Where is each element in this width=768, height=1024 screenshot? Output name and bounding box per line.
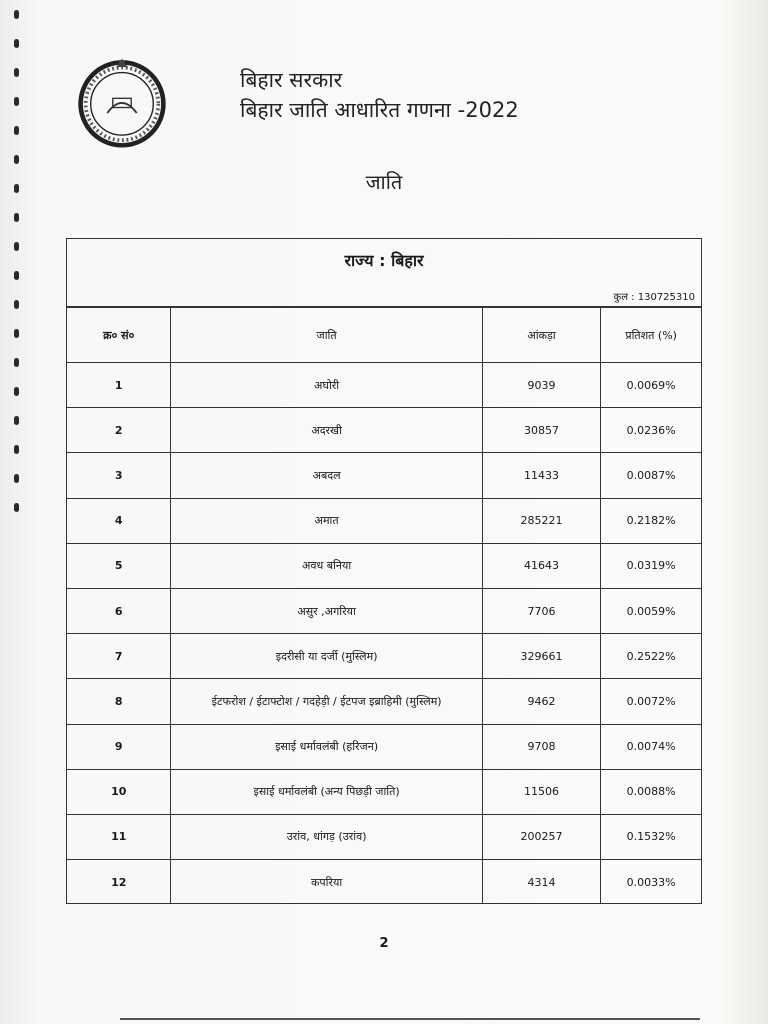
cell-caste: अवध बनिया [171, 543, 482, 588]
binding-hole [14, 39, 19, 48]
cell-count: 9708 [482, 724, 601, 769]
table-header-row [67, 308, 701, 363]
cell-percent: 0.0236% [601, 408, 701, 453]
caste-table-frame [66, 238, 702, 904]
binding-hole [14, 97, 19, 106]
binding-hole [14, 358, 19, 367]
table-row [67, 543, 701, 588]
cell-percent: 0.2522% [601, 634, 701, 679]
table-row [67, 363, 701, 408]
page-number: 2 [379, 936, 389, 951]
table-row [67, 634, 701, 679]
cell-percent: 0.0087% [601, 453, 701, 498]
cell-caste: अघोरी [171, 363, 482, 408]
binding-hole [14, 271, 19, 280]
state-header-cell [67, 239, 701, 307]
table-row [67, 588, 701, 633]
cell-caste: इसाई धर्मावलंबी (अन्य पिछड़ी जाति) [171, 769, 482, 814]
page-bottom-edge [120, 1018, 700, 1020]
header-government: बिहार सरकार [240, 68, 343, 92]
binding-hole [14, 10, 19, 19]
binding-hole [14, 387, 19, 396]
column-header-caste: जाति [171, 308, 482, 363]
cell-caste: असुर ,अगरिया [171, 588, 482, 633]
binding-holes [14, 10, 28, 530]
table-row [67, 814, 701, 859]
cell-count: 9462 [482, 679, 601, 724]
total-label: कुल : 130725310 [613, 292, 695, 303]
cell-count: 11506 [482, 769, 601, 814]
caste-table [67, 307, 701, 904]
cell-serial: 7 [67, 634, 171, 679]
cell-caste: ईटफरोश / ईटाफ्टोश / गदहेड़ी / ईटपज इब्राहिमी (मुस्लिम) [171, 679, 482, 724]
cell-caste: उरांव, धांगड़ (उरांव) [171, 814, 482, 859]
cell-serial: 9 [67, 724, 171, 769]
table-row [67, 453, 701, 498]
cell-caste: अदरखी [171, 408, 482, 453]
cell-count: 41643 [482, 543, 601, 588]
cell-count: 285221 [482, 498, 601, 543]
cell-count: 9039 [482, 363, 601, 408]
binding-hole [14, 68, 19, 77]
header-survey-title: बिहार जाति आधारित गणना -2022 [240, 98, 519, 122]
table-row [67, 860, 701, 905]
cell-serial: 11 [67, 814, 171, 859]
cell-serial: 1 [67, 363, 171, 408]
cell-caste: इदरीसी या दर्जी (मुस्लिम) [171, 634, 482, 679]
cell-serial: 8 [67, 679, 171, 724]
cell-count: 200257 [482, 814, 601, 859]
cell-percent: 0.0319% [601, 543, 701, 588]
cell-serial: 12 [67, 860, 171, 905]
cell-caste: अबदल [171, 453, 482, 498]
cell-percent: 0.0059% [601, 588, 701, 633]
cell-percent: 0.0088% [601, 769, 701, 814]
cell-percent: 0.2182% [601, 498, 701, 543]
binding-hole [14, 474, 19, 483]
column-header-percent: प्रतिशत (%) [601, 308, 701, 363]
binding-hole [14, 213, 19, 222]
binding-hole [14, 155, 19, 164]
binding-hole [14, 416, 19, 425]
cell-serial: 10 [67, 769, 171, 814]
table-row [67, 769, 701, 814]
government-seal-icon [76, 56, 168, 148]
cell-percent: 0.0072% [601, 679, 701, 724]
cell-percent: 0.1532% [601, 814, 701, 859]
cell-serial: 4 [67, 498, 171, 543]
table-row [67, 724, 701, 769]
column-header-count: आंकड़ा [482, 308, 601, 363]
cell-serial: 5 [67, 543, 171, 588]
cell-serial: 3 [67, 453, 171, 498]
cell-serial: 2 [67, 408, 171, 453]
table-row [67, 408, 701, 453]
cell-count: 7706 [482, 588, 601, 633]
binding-hole [14, 300, 19, 309]
table-row [67, 679, 701, 724]
binding-hole [14, 503, 19, 512]
cell-serial: 6 [67, 588, 171, 633]
cell-count: 329661 [482, 634, 601, 679]
cell-count: 4314 [482, 860, 601, 905]
cell-percent: 0.0069% [601, 363, 701, 408]
column-header-serial: क्र० सं० [67, 308, 171, 363]
binding-hole [14, 126, 19, 135]
page-title: जाति [365, 170, 403, 194]
cell-count: 11433 [482, 453, 601, 498]
cell-caste: अमात [171, 498, 482, 543]
binding-hole [14, 445, 19, 454]
binding-hole [14, 242, 19, 251]
cell-percent: 0.0033% [601, 860, 701, 905]
cell-caste: इसाई धर्मावलंबी (हरिजन) [171, 724, 482, 769]
cell-percent: 0.0074% [601, 724, 701, 769]
binding-hole [14, 329, 19, 338]
table-row [67, 498, 701, 543]
cell-count: 30857 [482, 408, 601, 453]
state-label: राज्य : बिहार [344, 251, 424, 270]
cell-caste: कपरिया [171, 860, 482, 905]
